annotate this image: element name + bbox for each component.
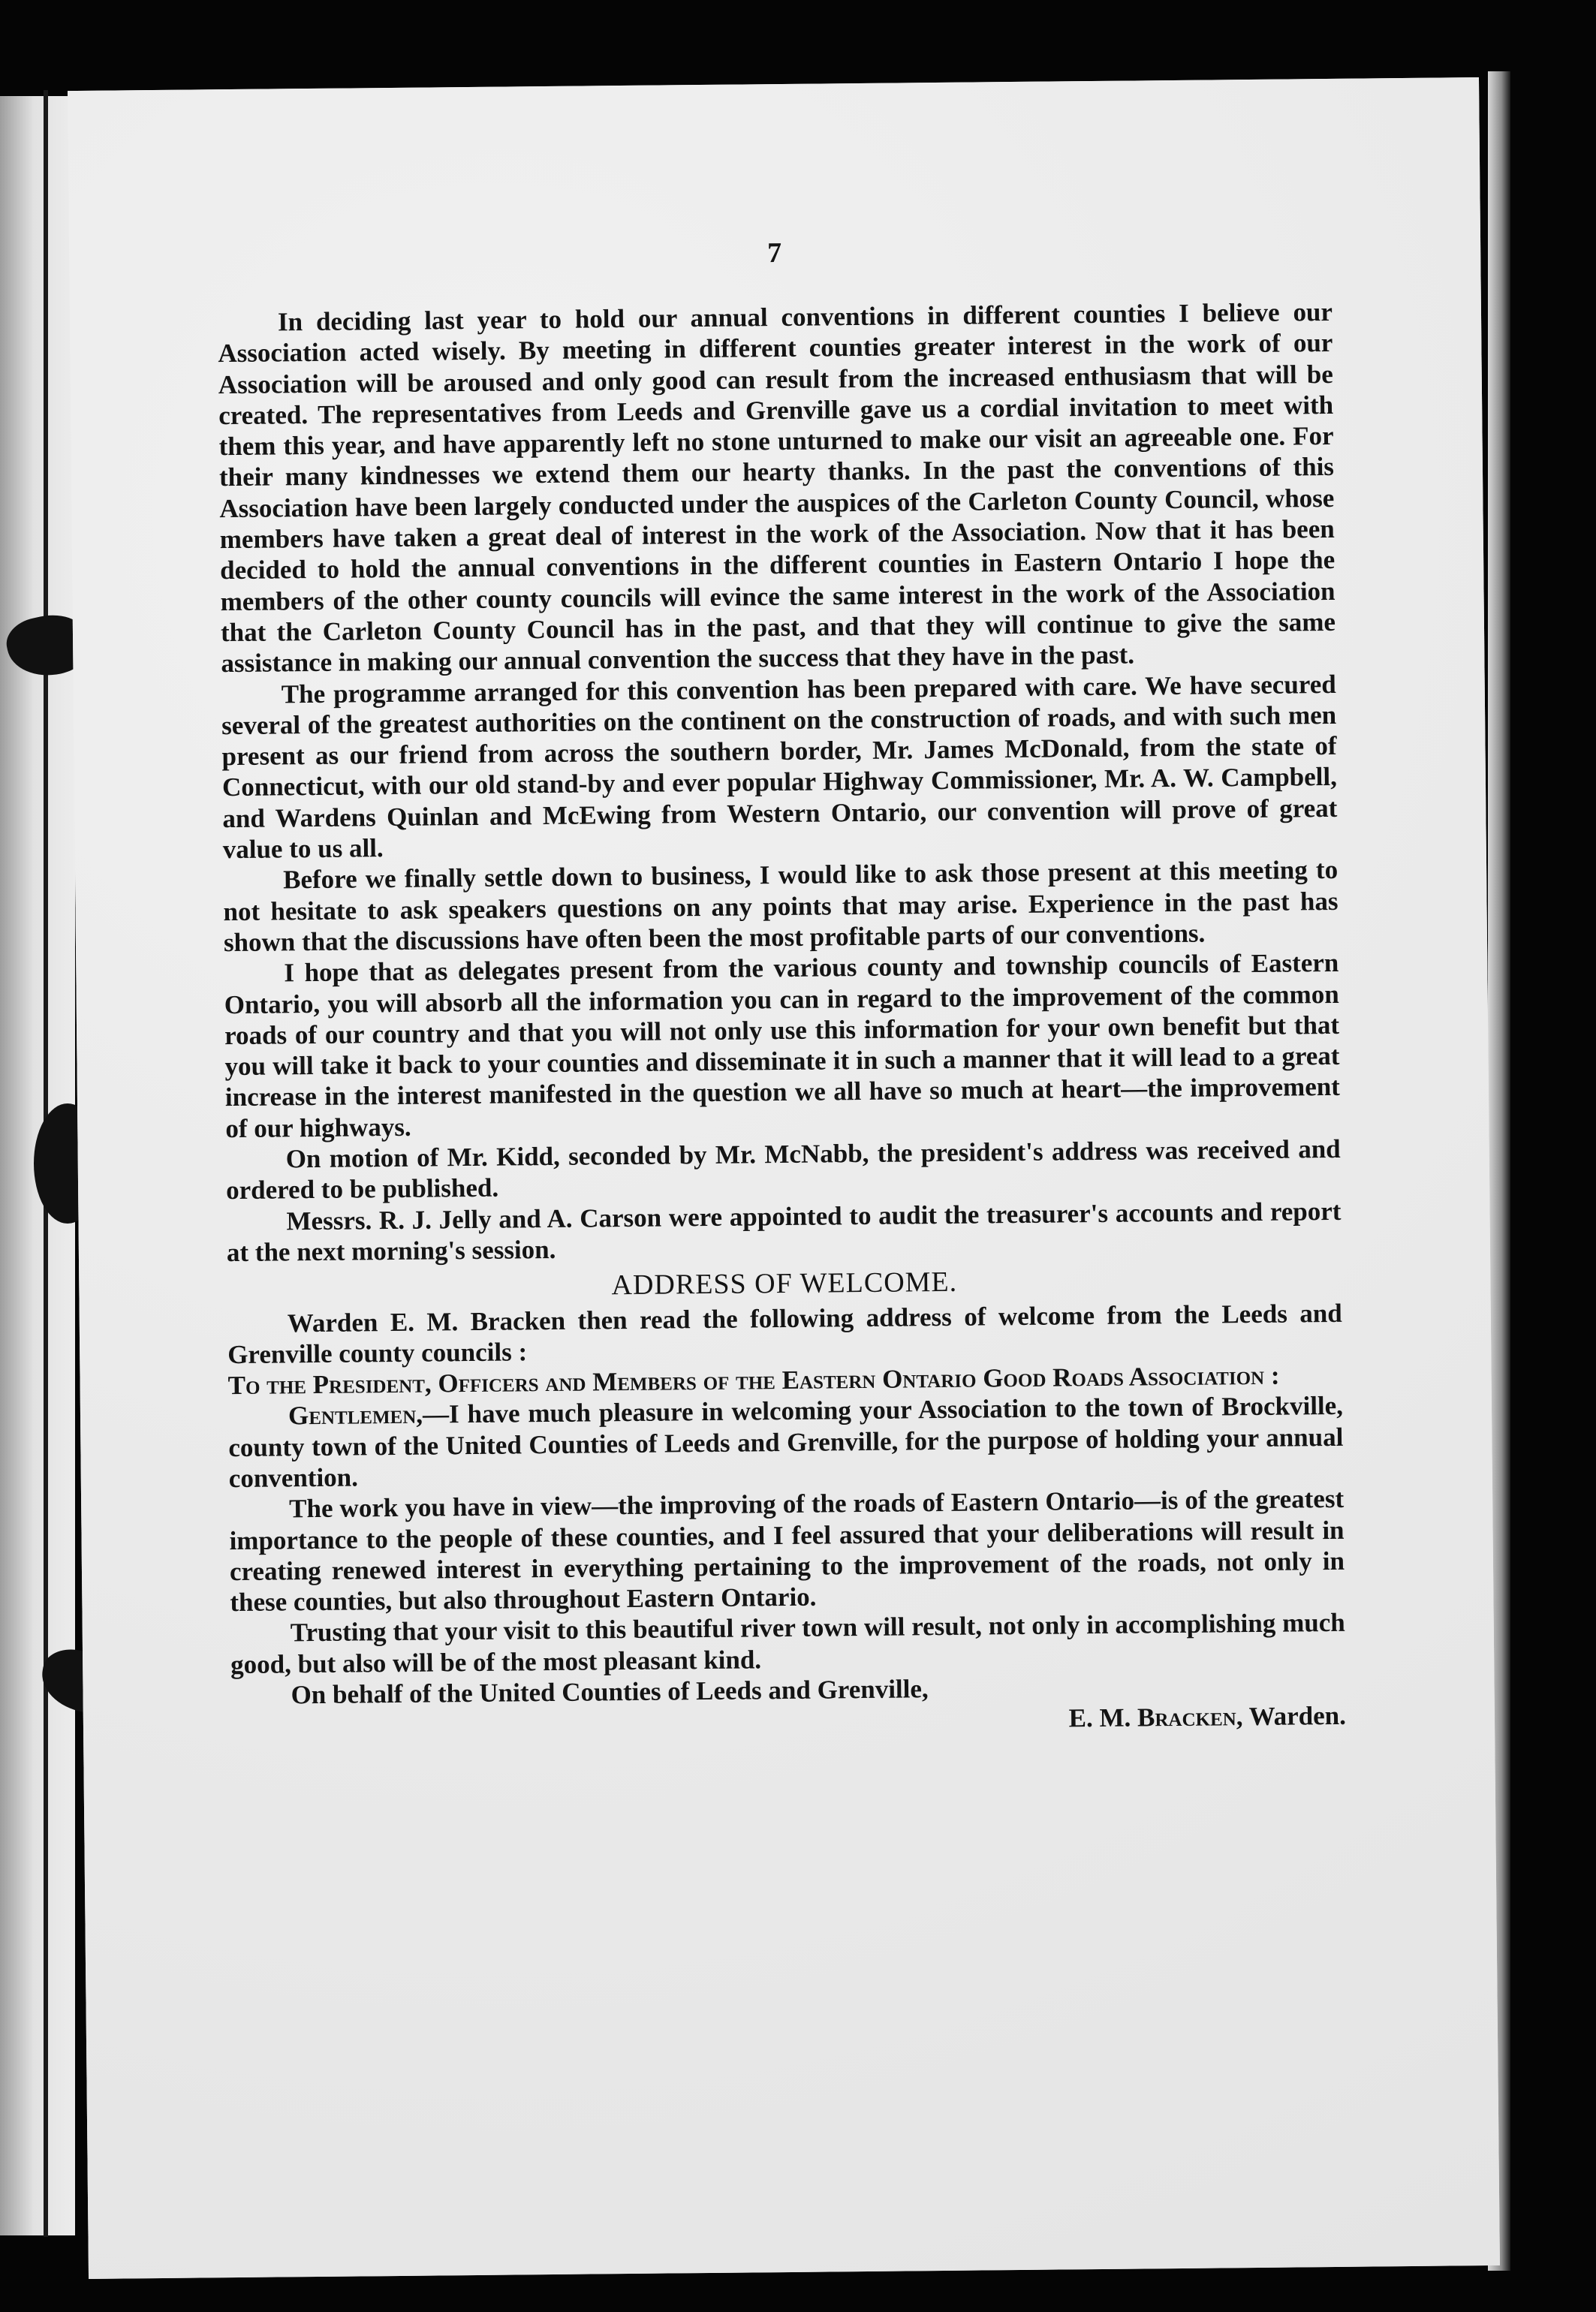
paragraph: In deciding last year to hold our annual conventions in different counties I believe our Association acted wisely. By meeting in different counties greater interest in the work of our Association will be aroused and only good can result from the increased enthusiasm that will be created. The representatives from Leeds and Grenville gave us a cordial invitation to meet with them this year, and have apparently left no stone unturned to make our visit an agreeable one. For their many kindnesses we extend them our hearty thanks. In the past the conventions of this Association have been largely conducted under the auspices of the Carleton County Council, whose members have taken a great deal of interest in the work of the Association. Now that it has been decided to hold the annual conventions in the different counties in Eastern Ontario I hope the members of the other county councils will evince the same interest in the work of the Association that the Carleton County Council has in the past, and that they will continue to give the same assistance in making our annual convention the success that they have in the past. <box>218 297 1336 679</box>
welcome-paragraph: On behalf of the United Counties of Leeds and Grenville, <box>291 1674 929 1710</box>
welcome-paragraph: The work you have in view—the improving of the roads of Eastern Ontario—is of the greatest importance to the people of these counties, and I feel assured that your deliberations will result in creating renewed interest in everything pertaining to the improvement of the roads, not only in these counties, but also throughout Eastern Ontario. <box>229 1484 1345 1618</box>
welcome-paragraph: Trusting that your visit to this beautiful river town will result, not only in accomplishing much good, but also will be of the most pleasant kind. <box>230 1608 1345 1679</box>
signature-name: Bracken <box>1137 1702 1236 1732</box>
signature-title: , Warden. <box>1236 1701 1347 1732</box>
paragraph: Before we finally settle down to business, I would like to ask those present at this meeting to not hesitate to ask speakers questions on any points that may arise. Experience in the past has shown that the discussions have often been the most profitable parts of our conventions. <box>223 855 1339 958</box>
welcome-paragraph <box>228 1390 1344 1494</box>
section-heading: ADDRESS OF WELCOME. <box>611 1266 958 1302</box>
paragraph: I hope that as delegates present from the various county and township councils of Eastern Ontario, you will absorb all the information you can in regard to the improvement of the common roads of our country and that you will not only use this information for your own benefit but that you will take it back to your counties and disseminate it in such a manner that it will lead to a great increase in the interest manifested in the question we all have so much at heart—the improvement of our highways. <box>224 948 1341 1143</box>
paragraph: On motion of Mr. Kidd, seconded by Mr. McNabb, the president's address was received and ordered to be published. <box>225 1133 1341 1206</box>
text-block <box>215 79 1347 1733</box>
address-recipient: To the President, Officers and Members of the Eastern Ontario Good Roads Association : <box>227 1360 1280 1401</box>
paragraph: Messrs. R. J. Jelly and A. Carson were appointed to audit the treasurer's accounts and report at the next morning's session. <box>226 1196 1342 1268</box>
page-number: 7 <box>766 236 782 269</box>
signature-initials: E. M. <box>1068 1702 1131 1733</box>
salutation: Gentlemen, <box>288 1400 423 1431</box>
welcome-paragraph-text: —I have much pleasure in welcoming your Association to the town of Brockville, county town of the United Counties of Leeds and Grenville, for the purpose of holding your annual convention. <box>228 1391 1344 1494</box>
body-text <box>218 297 1346 1742</box>
document-page <box>68 77 1500 2279</box>
welcome-intro: Warden E. M. Bracken then read the following address of welcome from the Leeds and Grenville county councils : <box>227 1298 1342 1369</box>
paragraph: The programme arranged for this convention has been prepared with care. We have secured several of the greatest authorities on the continent on the construction of roads, and with such men present as our friend from across the southern border, Mr. James McDonald, from the state of Connecticut, with our old stand-by and ever popular Highway Commissioner, Mr. A. W. Campbell, and Wardens Quinlan and McEwing from Western Ontario, our convention will prove of great value to us all. <box>221 669 1338 865</box>
